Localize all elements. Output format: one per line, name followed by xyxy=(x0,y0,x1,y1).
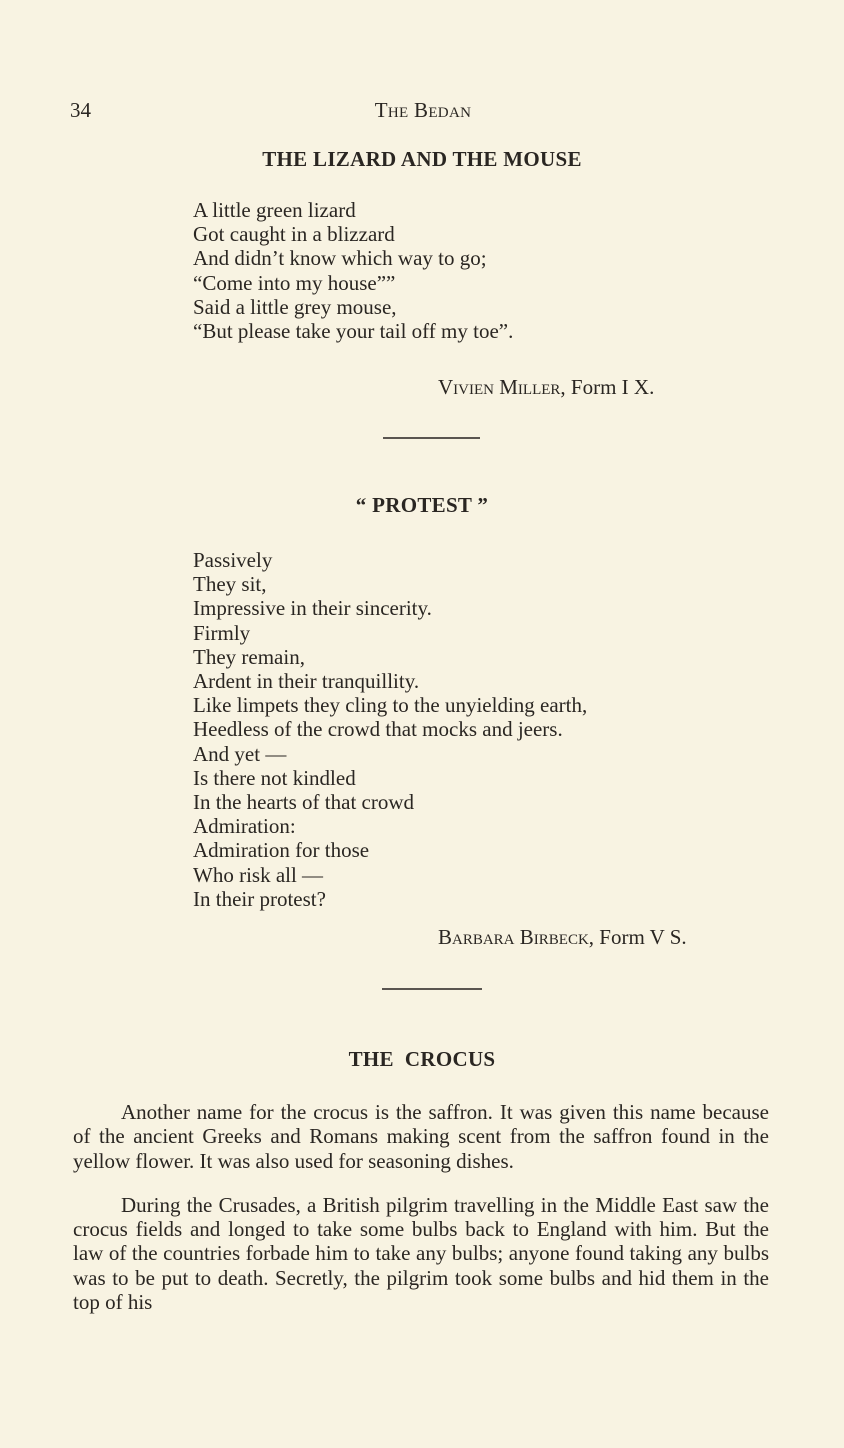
poem-line: They remain, xyxy=(193,644,305,669)
poem-line: Who risk all — xyxy=(193,862,324,887)
poem-line: In the hearts of that crowd xyxy=(193,790,415,815)
running-head xyxy=(70,98,776,128)
poem-line: Said a little grey mouse, xyxy=(193,294,397,319)
poem-title-lizard: THE LIZARD AND THE MOUSE xyxy=(262,147,582,171)
poem-line: Firmly xyxy=(193,620,251,645)
author-name: Vivien Miller xyxy=(438,375,561,399)
poem-line: “Come into my house”” xyxy=(193,270,396,295)
poem-line: Like limpets they cling to the unyielding earth, xyxy=(193,693,588,718)
poem-line: Heedless of the crowd that mocks and jeers. xyxy=(193,717,563,742)
poem-line: And yet — xyxy=(193,741,287,766)
author-form: , Form V S. xyxy=(588,925,687,949)
poem-protest xyxy=(193,548,587,911)
poem-lizard-signature xyxy=(438,375,654,400)
section-divider xyxy=(382,988,482,990)
poem-line: Is there not kindled xyxy=(193,765,356,790)
article-title-crocus: THE CROCUS xyxy=(348,1047,496,1071)
poem-line: A little green lizard xyxy=(193,198,356,222)
poem-line: Admiration for those xyxy=(193,838,370,863)
poem-line: They sit, xyxy=(193,572,267,597)
poem-line: And didn’t know which way to go; xyxy=(193,246,487,271)
page-number: 34 xyxy=(70,98,91,122)
poem-line: Ardent in their tranquillity. xyxy=(193,669,420,694)
poem-lizard xyxy=(193,198,513,343)
poem-line: “But please take your tail off my toe”. xyxy=(193,319,514,344)
poem-line: In their protest? xyxy=(193,886,326,911)
poem-line: Admiration: xyxy=(193,814,296,839)
paragraph: During the Crusades, a British pilgrim travelling in the Middle East saw the crocus fields and longed to take some bulbs back to England with him. But the law of the countries forbade him to take any bulbs; anyone found taking any bulbs was to be put to death. Secretly, the pilgrim took some bulbs and hid them in the top of his xyxy=(73,1192,769,1315)
poem-line: Got caught in a blizzard xyxy=(193,222,395,247)
section-divider xyxy=(383,437,480,439)
paragraph: Another name for the crocus is the saffron. It was given this name because of the ancient Greeks and Romans making scent from the saffron found in the yellow flower. It was also used for seasoning dishes. xyxy=(73,1100,769,1173)
running-title: The Bedan xyxy=(374,98,472,122)
author-form: , Form I X. xyxy=(560,375,655,399)
poem-protest-signature xyxy=(438,925,687,950)
poem-line: Impressive in their sincerity. xyxy=(193,596,432,621)
article-body xyxy=(73,1100,769,1314)
poem-line: Passively xyxy=(193,548,273,572)
poem-title-protest: “ PROTEST ” xyxy=(355,493,489,517)
author-name: Barbara Birbeck xyxy=(438,925,589,949)
